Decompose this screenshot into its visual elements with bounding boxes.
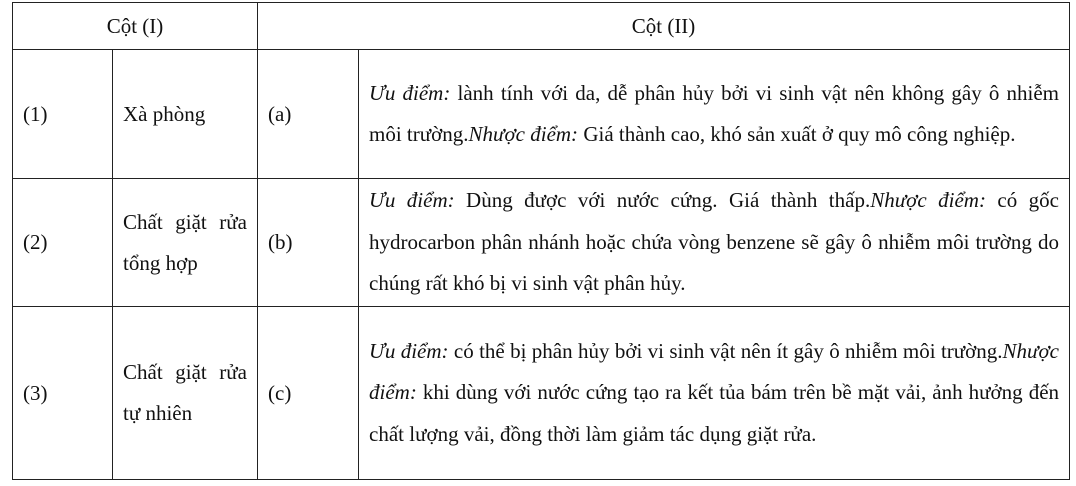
advantage-text: có thể bị phân hủy bởi vi sinh vật nên ít gây ô nhiễm môi trường. — [448, 338, 1003, 363]
header-row — [13, 3, 1070, 50]
disadvantage-text: Giá thành cao, khó sản xuất ở quy mô công nghiệp. — [578, 122, 1016, 146]
option-label: (c) — [258, 307, 359, 480]
advantage-text: lành tính với da, dễ phân hủy bởi vi sinh vật nên không gây ô nhiễm môi trường. — [369, 80, 1060, 146]
advantage-title: Ưu điểm: — [369, 80, 451, 105]
advantage-text: Dùng được với nước cứng. Giá thành thấp. — [454, 188, 871, 213]
table-row — [13, 50, 1070, 179]
option-description — [359, 307, 1070, 480]
advantage-title: Ưu điểm: — [369, 338, 449, 363]
option-label: (b) — [258, 179, 359, 307]
option-label: (a) — [258, 50, 359, 179]
disadvantage-text: khi dùng với nước cứng tạo ra kết tủa bám trên bề mặt vải, ảnh hưởng đến chất lượng vải, đồng thời làm giảm tác dụng giặt rửa. — [369, 380, 1060, 446]
table-row — [13, 307, 1070, 480]
disadvantage-title: Nhược điểm: — [468, 122, 579, 146]
option-description — [359, 50, 1070, 179]
advantage-title: Ưu điểm: — [369, 188, 455, 213]
matching-table — [12, 2, 1070, 480]
disadvantage-title: Nhược điểm: — [870, 188, 986, 213]
item-number: (2) — [13, 179, 113, 307]
disadvantage-text: có gốc hydrocarbon phân nhánh hoặc chứa vòng benzene sẽ gây ô nhiễm môi trường do chúng rất khó bị vi sinh vật phân hủy. — [369, 188, 1060, 296]
column-i-header: Cột (I) — [13, 3, 258, 50]
item-number: (1) — [13, 50, 113, 179]
column-ii-header: Cột (II) — [258, 3, 1070, 50]
item-name: Xà phòng — [113, 50, 258, 179]
item-number: (3) — [13, 307, 113, 480]
table-row — [13, 179, 1070, 307]
option-description — [359, 179, 1070, 307]
item-name: Chất giặt rửa tự nhiên — [113, 307, 258, 480]
disadvantage-title: Nhược điểm: — [369, 338, 1060, 405]
item-name: Chất giặt rửa tổng hợp — [113, 179, 258, 307]
